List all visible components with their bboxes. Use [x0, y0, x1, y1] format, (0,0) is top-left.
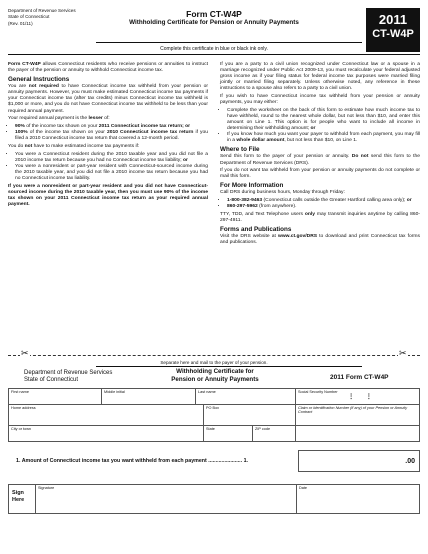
last-name-field[interactable]	[195, 388, 296, 405]
first-name-field[interactable]	[8, 388, 102, 405]
year-label: 2011	[378, 12, 408, 27]
list-item	[227, 204, 420, 210]
text-bold: 2011 Connecticut income tax return; or	[98, 123, 191, 129]
text: Send this form to the payer of your pension or annuity.	[220, 154, 352, 160]
call-drs-paragraph: Call DRS during business hours, Monday through Friday:	[220, 190, 345, 196]
civil-union-paragraph: If you are a party to a civil union recognized under Connecticut law or a spouse in a marriage recognized under Public Act 2009-13, you must recalculate your federal adjusted gross income as if your filing status for federal income tax purposes were married filing jointly or married filing separately. Unless otherwise noted, any reference in these instructions to a spouse also refers to a party to a civil union.	[220, 62, 420, 92]
phone-number: 860-297-5962	[227, 204, 258, 210]
text: may transmit inquiries anytime by calling 860-297-4911.	[220, 211, 420, 223]
zip-field[interactable]	[252, 425, 296, 442]
text: to download and print Connecticut tax forms and publications.	[220, 234, 420, 246]
po-box-field[interactable]	[203, 404, 296, 426]
text: You were a nonresident or part-year resident with Connecticut-sourced income during the 2010 taxable year, and you did not file a 2010 income tax return because you had no Connecticut income tax liability.	[15, 163, 208, 181]
required-payment-list	[8, 124, 208, 142]
text-bold: not	[24, 143, 33, 149]
left-column	[8, 62, 208, 210]
intro-paragraph	[8, 62, 208, 74]
phone-number: 1-800-382-9463	[227, 198, 263, 204]
intro-bold: Form CT-W4P	[8, 62, 41, 67]
text-bold: 100%	[15, 130, 28, 136]
city-field[interactable]	[8, 425, 204, 442]
text: if you filed a 2010 Connecticut income tax return that covered a 12-month period.	[15, 130, 208, 142]
withholding-options-paragraph: If you wish to have Connecticut income tax withheld from your pension or annuity payments, you may either:	[220, 94, 420, 106]
field-label: Last name	[198, 390, 216, 394]
revision-date: (Rev. 01/11)	[8, 21, 33, 27]
text-bold: Do not	[351, 154, 369, 160]
scissors-icon: ✂	[399, 348, 407, 358]
field-label: First name	[11, 390, 29, 394]
home-address-field[interactable]	[8, 404, 204, 426]
text-bold: or	[182, 157, 188, 163]
state-name: State of Connecticut	[8, 13, 50, 19]
text: of the income tax shown on your	[24, 123, 99, 129]
text-bold: 2010 Connecticut income tax return	[106, 130, 194, 136]
field-label: Social Security Number	[298, 390, 338, 394]
field-label: City or town	[11, 427, 32, 431]
no-withholding-paragraph: If you do not want tax withheld from your pension or annuity payments do not complete or mail this form.	[220, 168, 420, 180]
form-subtitle: Withholding Certificate for Pension or Annuity Payments	[129, 19, 299, 26]
text: Your required annual payment is the	[8, 116, 89, 122]
tear-title-line: Withholding Certificate for	[176, 368, 254, 375]
drs-website-link[interactable]: www.ct.gov/DRS	[278, 234, 318, 240]
text: of:	[102, 116, 110, 122]
website-paragraph	[220, 234, 420, 246]
form-title: Form CT-W4P	[186, 9, 242, 19]
paragraph-required-payment	[8, 116, 208, 122]
exemption-list	[8, 152, 208, 182]
text-bold: only	[304, 211, 316, 217]
separate-instruction: Separate here and mail to the payer of your pension.	[160, 360, 268, 365]
middle-initial-field[interactable]	[101, 388, 196, 405]
text: You do	[8, 143, 25, 149]
text: Complete the worksheet on the back of this form to estimate how much income tax to have withheld, round to the nearest whole dollar, but not less than $10, and enter this amount on Line 1. This option is for people who want to include all income in determining their withholding amount;	[227, 107, 420, 132]
text-bold: or	[310, 126, 316, 132]
text-bold: or	[406, 198, 412, 204]
signature-field[interactable]	[35, 484, 297, 514]
ink-instruction: Complete this certificate in blue or black ink only.	[160, 46, 268, 52]
amount-cents: .00	[405, 458, 415, 465]
list-item	[15, 164, 208, 182]
phone-list	[220, 198, 420, 210]
form-code-label: CT-W4P	[372, 28, 414, 40]
tear-agency: Department of Revenue Services	[24, 370, 113, 376]
withholding-options-list	[220, 108, 420, 145]
paragraph-nonresident: If you were a nonresident or part-year resident and you did not have Connecticut-sourced income during the 2010 taxable year, then you must use 90% of the income tax shown on your 2011 Connecticut income tax return as your required annual payment.	[8, 183, 208, 207]
text: You were a Connecticut resident during the 2010 taxable year and you did not file a 2010 income tax return because you had no Connecticut income tax liability;	[15, 151, 208, 163]
sign-here-label	[8, 484, 36, 514]
tty-paragraph	[220, 212, 420, 224]
text: of the income tax shown on your	[27, 130, 107, 136]
list-item	[15, 130, 208, 142]
text: You are	[8, 84, 29, 90]
field-label: Middle initial	[104, 390, 125, 394]
text: (Connecticut calls outside the Greater Hartford calling area only);	[262, 198, 407, 204]
text-bold: whole dollar amount	[236, 138, 285, 144]
ssn-field[interactable]: Social Security Number ⋮ ⋮	[295, 388, 420, 405]
list-item	[227, 132, 420, 144]
tear-agency-block	[24, 370, 112, 384]
text: send this form to the Department of Revenue Services (DRS).	[220, 154, 420, 166]
field-label: ZIP code	[255, 427, 271, 431]
paragraph-exemption	[8, 144, 208, 150]
text: , but not less than $10, on Line 1.	[284, 138, 358, 144]
forms-publications-heading: Forms and Publications	[220, 226, 292, 234]
right-column	[220, 62, 420, 248]
claim-number-field[interactable]	[295, 404, 420, 426]
tear-title	[140, 368, 290, 383]
field-label: Signature	[38, 486, 55, 490]
text: to have Connecticut income tax withheld from your pension or annuity payments. However, you must make estimated Connecticut income tax payments if your Connecticut income tax (after tax credits) minus Connecticut income tax withheld is $1,000 or more, and you do not have Connecticut income tax withheld to be less than your required annual payment.	[8, 84, 208, 114]
list-item	[15, 152, 208, 164]
sign-text: Sign Here	[12, 490, 25, 503]
paragraph-not-required	[8, 84, 208, 114]
line-1-label: 1. Amount of Connecticut income tax you want withheld from each payment ....................... 1.	[16, 458, 249, 464]
tear-title-line: Pension or Annuity Payments	[171, 375, 259, 383]
text: Visit the DRS website at	[220, 234, 278, 240]
scissors-icon: ✂	[21, 348, 29, 358]
field-label: State	[206, 427, 215, 431]
text: (from anywhere).	[257, 204, 297, 210]
text: TTY, TDD, and Text Telephone users	[220, 211, 305, 217]
text: If you know how much you want your payer to withhold from each payment, you may fill in a	[227, 132, 420, 144]
field-label: Claim or Identification Number (if any) of your Pension or Annuity Contract	[298, 406, 408, 414]
text: have to make estimated income tax payments if:	[32, 143, 140, 149]
date-field[interactable]	[296, 484, 420, 514]
tear-rule	[96, 366, 362, 367]
tear-line	[8, 355, 420, 356]
intro-text: allows Connecticut residents who receive pensions or annuities to instruct the payer of the pension or annuity to withhold Connecticut income tax.	[8, 62, 208, 74]
text-bold: 90%	[15, 123, 25, 129]
header-rule-2	[8, 54, 420, 55]
list-item	[227, 108, 420, 132]
field-label: Home address	[11, 406, 36, 410]
withholding-amount-field[interactable]	[298, 450, 420, 472]
tear-state: State of Connecticut	[24, 377, 79, 383]
field-label: PO Box	[206, 406, 220, 410]
tear-form-label: 2011 Form CT-W4P	[330, 374, 389, 381]
field-label: Date	[299, 486, 308, 490]
text-bold: lesser	[88, 116, 103, 122]
general-instructions-heading: General Instructions	[8, 76, 70, 84]
blank-field	[295, 425, 420, 442]
more-information-heading: For More Information	[220, 182, 284, 190]
text-bold: not required	[28, 84, 59, 90]
header-rule	[96, 42, 362, 43]
where-to-file-heading: Where to File	[220, 146, 260, 154]
agency-name: Department of Revenue Services	[8, 8, 76, 13]
where-to-file-paragraph	[220, 154, 420, 166]
state-field[interactable]	[203, 425, 253, 442]
